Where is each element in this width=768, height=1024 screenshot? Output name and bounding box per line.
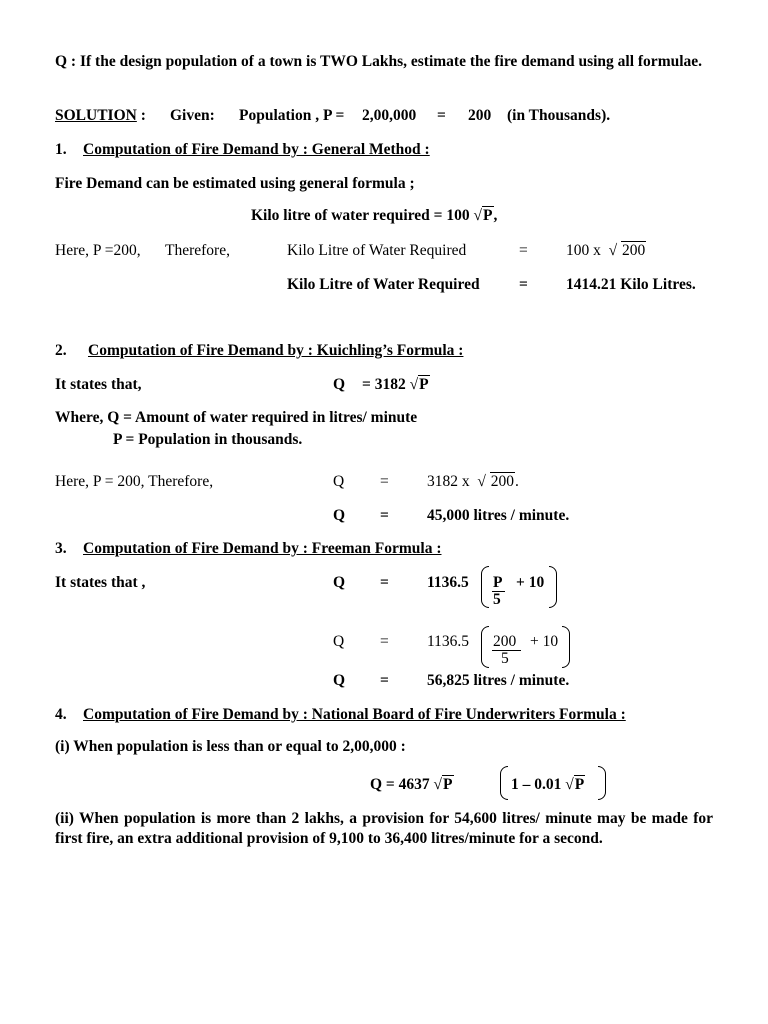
section-3-den2: 5 [501,650,509,667]
section-2-formula: = 3182 √P [362,376,429,393]
section-1-calc: 100 x √ 200 [566,242,646,259]
thousands-note: (in Thousands). [507,107,611,124]
section-3-heading: Computation of Fire Demand by : Freeman Formula : [83,540,442,557]
solution-colon: : [140,107,146,124]
sqrt-symbol: √P [565,776,585,793]
sqrt-symbol: √P [409,376,429,393]
section-2-here: Here, P = 200, Therefore, [55,473,214,490]
given-label: Given: [170,107,215,124]
section-1-lhs: Kilo Litre of Water Required [287,242,467,259]
section-1-number: 1. [55,141,67,158]
section-1-formula: Kilo litre of water required = 100 √P, [251,207,498,224]
solution-label: SOLUTION [55,107,137,124]
population-label: Population , P = [239,107,345,124]
section-2-heading: Computation of Fire Demand by : Kuichling’s Formula : [88,342,464,359]
section-3-den1: 5 [493,591,501,608]
section-3-states: It states that , [55,574,146,591]
section-3-number: 3. [55,540,67,557]
section-2-where-q: Where, Q = Amount of water required in litres/ minute [55,409,418,426]
section-3-plus1: + 10 [516,574,545,591]
section-3-equals2: = [380,633,389,650]
section-1-here: Here, P =200, [55,242,141,259]
sqrt-symbol: √P [473,207,493,224]
solution-line [55,106,146,125]
section-4-case-2: (ii) When population is more than 2 lakhs, a provision for 54,600 litres/ minute may be made for first fire, an extra additional provision of 9,100 to 36,400 litres/minute for a second. [55,810,713,848]
section-1-equals: = [519,242,528,259]
section-3-coef2: 1136.5 [427,633,470,650]
section-3-coef1: 1136.5 [427,574,469,591]
section-4-heading: Computation of Fire Demand by : National Board of Fire Underwriters Formula : [83,706,626,723]
section-4-inner: 1 – 0.01 √P [511,776,585,793]
section-2-equals2: = [380,473,389,490]
section-2-number: 2. [55,342,67,359]
section-3-num1: P [493,574,503,591]
section-4-case-1: (i) When population is less than or equal to 2,00,000 : [55,738,406,755]
section-3-equals1: = [380,574,389,591]
section-3-equals3: = [380,672,389,689]
left-bracket [481,566,489,608]
section-2-calc: 3182 x √ 200. [427,473,519,490]
section-2-where-p: P = Population in thousands. [113,431,303,448]
left-bracket [500,766,508,800]
section-1-intro: Fire Demand can be estimated using general formula ; [55,175,415,192]
section-2-equals3: = [380,507,389,524]
section-4-number: 4. [55,706,67,723]
section-1-result: 1414.21 Kilo Litres. [566,276,696,293]
solution-equals: = [437,107,446,124]
left-bracket [481,626,489,668]
section-1-result-lhs: Kilo Litre of Water Required [287,276,480,293]
section-4-formula: Q = 4637 √P [370,776,453,793]
population-thousands: 200 [468,107,492,124]
section-3-q1: Q [333,574,346,591]
section-2-q3: Q [333,507,346,524]
section-2-states: It states that, [55,376,142,393]
sqrt-symbol: √P [433,776,453,793]
section-2-result: 45,000 litres / minute. [427,507,570,524]
section-3-plus2: + 10 [530,633,559,650]
section-1-result-equals: = [519,276,528,293]
section-3-result: 56,825 litres / minute. [427,672,570,689]
right-bracket [598,766,606,800]
question-text: Q : If the design population of a town is TWO Lakhs, estimate the fire demand using all formulae. [55,53,703,70]
section-3-q3: Q [333,672,346,689]
right-bracket [562,626,570,668]
sqrt-symbol: √ 200 [608,242,646,259]
section-3-q2: Q [333,633,345,650]
section-3-num2: 200 [493,633,517,650]
section-1-heading: Computation of Fire Demand by : General Method : [83,141,430,158]
sqrt-symbol: √ 200 [477,473,515,490]
section-1-therefore: Therefore, [165,242,230,259]
section-2-q: Q [333,376,346,393]
population-value: 2,00,000 [362,107,417,124]
right-bracket [549,566,557,608]
section-2-q2: Q [333,473,345,490]
